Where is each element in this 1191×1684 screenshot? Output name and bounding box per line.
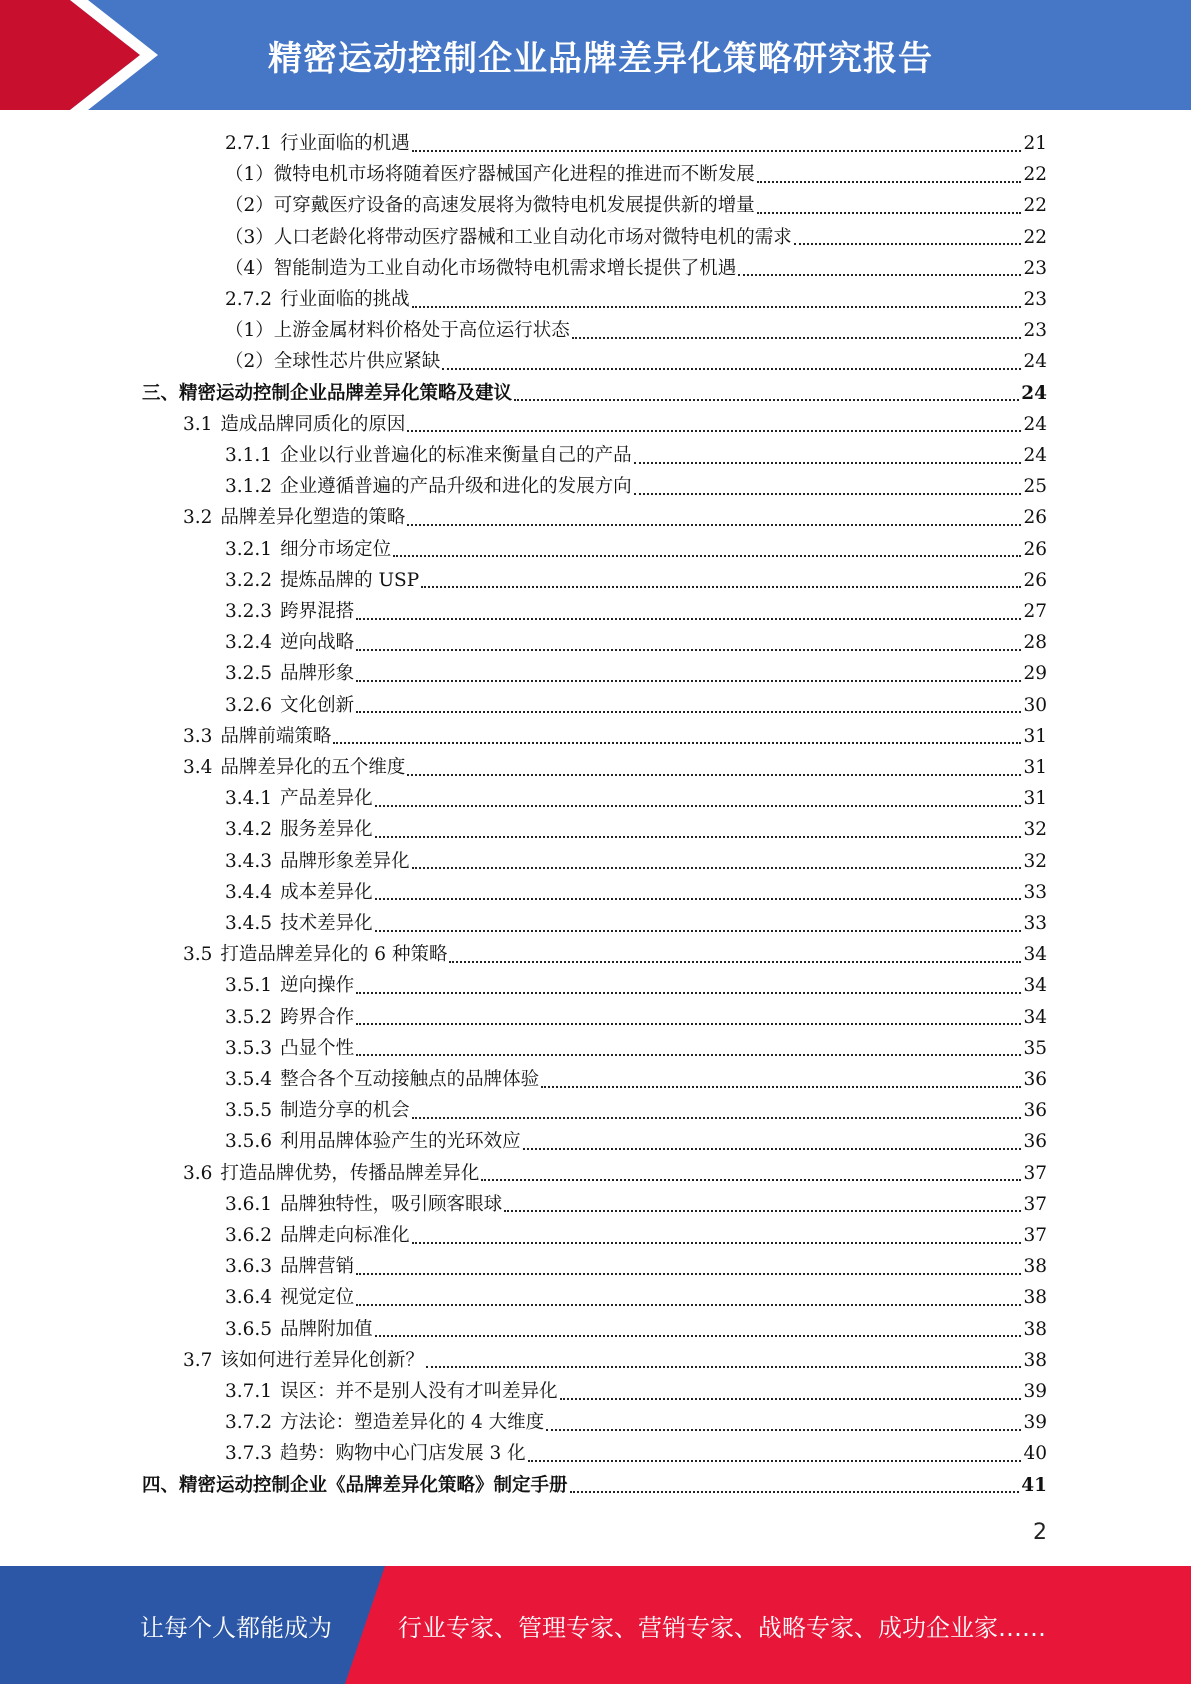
toc-entry-number: 2.7.1 (225, 133, 273, 154)
toc-entry[interactable] (225, 159, 1047, 190)
toc-entry-title: 品牌走向标准化 (280, 1225, 410, 1246)
toc-entry[interactable] (183, 752, 1047, 783)
toc-dot-leader (449, 961, 1021, 963)
toc-entry-page: 39 (1023, 1412, 1047, 1434)
toc-entry-page: 24 (1023, 351, 1047, 373)
toc-entry-title: （2）全球性芯片供应紧缺 (225, 351, 441, 373)
toc-entry[interactable] (225, 1376, 1047, 1407)
toc-entry[interactable] (225, 908, 1047, 939)
toc-dot-leader (356, 1304, 1021, 1306)
toc-entry-page: 31 (1023, 757, 1047, 778)
toc-entry[interactable] (183, 721, 1047, 752)
toc-dot-leader (375, 930, 1022, 932)
toc-entry-number: 3.6.2 (225, 1225, 273, 1246)
toc-entry-page: 23 (1023, 320, 1047, 342)
toc-dot-leader (634, 462, 1022, 464)
toc-entry-page: 40 (1023, 1443, 1047, 1465)
toc-entry-number: 3.4.5 (225, 913, 273, 934)
toc-entry-title: 品牌形象 (280, 663, 355, 685)
toc-entry-title: 成本差异化 (280, 881, 373, 903)
toc-entry-number: 3.7 (183, 1349, 213, 1371)
toc-entry-title: （2）可穿戴医疗设备的高速发展将为微特电机发展提供新的增量 (225, 195, 755, 217)
toc-entry-number: 3.2.1 (225, 538, 273, 560)
toc-entry-title: 跨界合作 (280, 1006, 355, 1028)
footer-band (0, 1566, 1191, 1684)
toc-entry-number: 3.1 (183, 413, 213, 435)
report-title: 精密运动控制企业品牌差异化策略研究报告 (268, 38, 933, 79)
toc-entry-page: 21 (1023, 133, 1047, 154)
toc-dot-leader (356, 1273, 1021, 1275)
toc-entry[interactable] (225, 1002, 1047, 1033)
toc-dot-leader (738, 274, 1021, 276)
toc-entry-title: 企业以行业普遍化的标准来衡量自己的产品 (280, 445, 632, 466)
toc-entry-page: 22 (1023, 195, 1047, 217)
toc-entry-number: 3.4.2 (225, 819, 273, 841)
toc-entry-title: 服务差异化 (280, 819, 373, 841)
toc-entry-page: 38 (1023, 1287, 1047, 1309)
toc-dot-leader (375, 836, 1022, 838)
toc-entry-page: 36 (1023, 1069, 1047, 1090)
toc-entry[interactable] (225, 346, 1047, 377)
toc-entry-title: 跨界混搭 (280, 601, 355, 622)
toc-dot-leader (412, 150, 1022, 152)
toc-entry[interactable] (225, 970, 1047, 1001)
toc-entry-page: 24 (1023, 445, 1047, 466)
toc-entry[interactable] (183, 939, 1047, 970)
toc-entry-page: 26 (1023, 538, 1047, 560)
toc-entry[interactable] (225, 315, 1047, 346)
toc-entry-page: 27 (1023, 601, 1047, 622)
toc-entry[interactable] (225, 1314, 1047, 1345)
toc-dot-leader (393, 555, 1021, 557)
toc-entry-number: 3.1.1 (225, 445, 273, 466)
toc-dot-leader (375, 805, 1022, 807)
toc-dot-leader (514, 399, 1019, 401)
toc-dot-leader (356, 649, 1021, 651)
toc-entry-title: 误区：并不是别人没有才叫差异化 (280, 1381, 558, 1402)
toc-entry-number: 3.7.3 (225, 1443, 273, 1465)
toc-entry-title: 打造品牌差异化的 6 种策略 (220, 944, 448, 966)
toc-dot-leader (375, 1335, 1022, 1337)
toc-entry-number: 3.2.3 (225, 601, 273, 622)
toc-entry-number: 3.5.2 (225, 1006, 273, 1028)
toc-dot-leader (412, 1117, 1022, 1119)
toc-entry[interactable] (225, 534, 1047, 565)
toc-dot-leader (375, 898, 1022, 900)
toc-dot-leader (426, 1366, 1022, 1368)
toc-dot-leader (504, 1210, 1021, 1212)
toc-entry-page: 25 (1023, 476, 1047, 498)
toc-entry-title: 企业遵循普遍的产品升级和进化的发展方向 (280, 476, 632, 498)
toc-entry[interactable] (225, 471, 1047, 502)
toc-entry-page: 31 (1023, 788, 1047, 810)
toc-entry-page: 31 (1023, 725, 1047, 747)
toc-entry[interactable] (183, 502, 1047, 533)
toc-entry-title: 整合各个互动接触点的品牌体验 (280, 1069, 540, 1090)
toc-dot-leader (356, 618, 1021, 620)
toc-entry-number: 3.5.3 (225, 1037, 273, 1059)
toc-entry[interactable] (225, 190, 1047, 221)
toc-entry[interactable] (225, 1407, 1047, 1438)
header-band (0, 0, 1191, 110)
toc-dot-leader (757, 212, 1022, 214)
toc-entry-title: 品牌前端策略 (220, 725, 332, 747)
toc-entry[interactable] (225, 1064, 1047, 1095)
toc-entry-page: 34 (1023, 944, 1047, 966)
toc-dot-leader (541, 1086, 1021, 1088)
toc-entry-number: 3.4 (183, 757, 213, 778)
toc-dot-leader (356, 711, 1021, 713)
toc-entry-title: 产品差异化 (280, 788, 373, 810)
toc-entry[interactable] (225, 440, 1047, 471)
toc-entry[interactable] (225, 658, 1047, 689)
toc-entry-title: 视觉定位 (280, 1287, 355, 1309)
toc-entry-title: 品牌营销 (280, 1256, 355, 1278)
toc-entry-number: 3.5.6 (225, 1131, 273, 1153)
header-chevron-decoration (0, 0, 160, 110)
toc-entry[interactable] (225, 1095, 1047, 1126)
toc-entry-title: 造成品牌同质化的原因 (220, 413, 406, 435)
toc-entry-title: 行业面临的挑战 (280, 289, 410, 310)
toc-entry[interactable] (225, 596, 1047, 627)
toc-entry-number: 3.6.1 (225, 1193, 273, 1215)
toc-entry-title: （3）人口老龄化将带动医疗器械和工业自动化市场对微特电机的需求 (225, 226, 792, 248)
toc-entry-page: 33 (1023, 913, 1047, 934)
toc-entry-number: 3.7.1 (225, 1381, 273, 1402)
toc-entry-page: 22 (1023, 226, 1047, 248)
toc-entry-page: 28 (1023, 632, 1047, 654)
toc-dot-leader (794, 243, 1022, 245)
toc-entry-title: 品牌差异化的五个维度 (220, 757, 406, 778)
toc-dot-leader (407, 524, 1021, 526)
toc-dot-leader (570, 1491, 1020, 1493)
toc-entry-title: 细分市场定位 (280, 538, 392, 560)
toc-entry-number: 3.4.1 (225, 788, 273, 810)
toc-entry-page: 23 (1023, 257, 1047, 279)
toc-entry[interactable] (225, 846, 1047, 877)
toc-entry[interactable] (225, 128, 1047, 159)
toc-entry-page: 39 (1023, 1381, 1047, 1402)
toc-dot-leader (442, 368, 1021, 370)
toc-dot-leader (356, 680, 1021, 682)
toc-entry[interactable] (142, 1470, 1047, 1501)
toc-entry-number: 3.2.5 (225, 663, 273, 685)
toc-dot-leader (421, 586, 1021, 588)
toc-entry[interactable] (225, 253, 1047, 284)
toc-dot-leader (356, 1054, 1021, 1056)
toc-entry-page: 38 (1023, 1256, 1047, 1278)
toc-entry-number: 3.6.5 (225, 1318, 273, 1340)
toc-entry-title: 该如何进行差异化创新？ (220, 1349, 424, 1371)
toc-entry-page: 23 (1023, 289, 1047, 310)
toc-dot-leader (356, 1023, 1021, 1025)
toc-entry-page: 30 (1023, 694, 1047, 716)
toc-entry[interactable] (225, 1251, 1047, 1282)
toc-entry-title: 三、精密运动控制企业品牌差异化策略及建议 (142, 382, 513, 404)
toc-entry[interactable] (183, 1345, 1047, 1376)
toc-entry[interactable] (225, 1220, 1047, 1251)
toc-entry-title: 品牌独特性，吸引顾客眼球 (280, 1193, 503, 1215)
toc-dot-leader (634, 493, 1022, 495)
toc-entry[interactable] (225, 222, 1047, 253)
toc-entry[interactable] (183, 409, 1047, 440)
toc-entry-page: 26 (1023, 569, 1047, 591)
toc-entry-page: 37 (1023, 1193, 1047, 1215)
toc-entry[interactable] (225, 627, 1047, 658)
toc-dot-leader (572, 337, 1022, 339)
toc-entry-number: 2.7.2 (225, 289, 273, 310)
toc-dot-leader (407, 430, 1021, 432)
toc-entry[interactable] (225, 565, 1047, 596)
toc-entry[interactable] (225, 1438, 1047, 1469)
toc-dot-leader (546, 1429, 1021, 1431)
toc-entry-title: 四、精密运动控制企业《品牌差异化策略》制定手册 (142, 1474, 568, 1496)
toc-entry-page: 41 (1021, 1474, 1047, 1496)
toc-dot-leader (412, 1242, 1022, 1244)
toc-dot-leader (412, 306, 1022, 308)
toc-entry-title: 制造分享的机会 (280, 1100, 410, 1122)
footer-slogan-left: 让每个人都能成为 (140, 1613, 332, 1642)
toc-entry-page: 32 (1023, 819, 1047, 841)
toc-entry-title: 品牌形象差异化 (280, 850, 410, 872)
toc-entry-number: 3.5.4 (225, 1069, 273, 1090)
toc-entry[interactable] (225, 1033, 1047, 1064)
toc-dot-leader (481, 1179, 1021, 1181)
toc-entry-title: 提炼品牌的 USP (280, 569, 420, 591)
toc-entry-title: 品牌附加值 (280, 1318, 373, 1340)
toc-entry-page: 35 (1023, 1037, 1047, 1059)
toc-entry-title: 打造品牌优势，传播品牌差异化 (220, 1162, 480, 1184)
toc-entry-page: 38 (1023, 1349, 1047, 1371)
toc-entry-title: 趋势：购物中心门店发展 3 化 (280, 1443, 526, 1465)
toc-entry-title: 利用品牌体验产生的光环效应 (280, 1131, 521, 1153)
toc-entry[interactable] (225, 814, 1047, 845)
toc-entry-title: 行业面临的机遇 (280, 133, 410, 154)
toc-dot-leader (560, 1398, 1022, 1400)
toc-entry-page: 22 (1023, 164, 1047, 186)
toc-entry-title: 方法论：塑造差异化的 4 大维度 (280, 1412, 545, 1434)
toc-entry-title: （1）上游金属材料价格处于高位运行状态 (225, 320, 570, 342)
toc-entry-number: 3.2.4 (225, 632, 273, 654)
page-number: 2 (1033, 1520, 1047, 1545)
toc-entry-page: 34 (1023, 975, 1047, 997)
toc-entry-page: 33 (1023, 881, 1047, 903)
toc-entry-page: 24 (1021, 382, 1047, 404)
toc-entry-page: 37 (1023, 1162, 1047, 1184)
toc-entry-number: 3.6 (183, 1162, 213, 1184)
toc-entry-title: 文化创新 (280, 694, 355, 716)
toc-entry-number: 3.4.3 (225, 850, 273, 872)
toc-entry[interactable] (225, 1282, 1047, 1313)
toc-entry-page: 26 (1023, 507, 1047, 529)
toc-entry-number: 3.7.2 (225, 1412, 273, 1434)
toc-entry-number: 3.1.2 (225, 476, 273, 498)
toc-entry-title: 逆向操作 (280, 975, 355, 997)
toc-entry-title: 凸显个性 (280, 1037, 355, 1059)
toc-entry-number: 3.5.1 (225, 975, 273, 997)
toc-dot-leader (757, 181, 1022, 183)
toc-entry-number: 3.2.2 (225, 569, 273, 591)
toc-entry-title: 逆向战略 (280, 632, 355, 654)
toc-entry-number: 3.5 (183, 944, 213, 966)
toc-dot-leader (407, 774, 1021, 776)
toc-entry-page: 36 (1023, 1100, 1047, 1122)
toc-entry-title: 技术差异化 (280, 913, 373, 934)
toc-entry-number: 3.2.6 (225, 694, 273, 716)
toc-entry-number: 3.6.3 (225, 1256, 273, 1278)
toc-entry-page: 38 (1023, 1318, 1047, 1340)
toc-entry[interactable] (183, 1158, 1047, 1189)
toc-dot-leader (333, 742, 1021, 744)
toc-entry-page: 34 (1023, 1006, 1047, 1028)
toc-entry-page: 29 (1023, 663, 1047, 685)
toc-entry-number: 3.3 (183, 725, 213, 747)
toc-dot-leader (356, 992, 1021, 994)
toc-entry-number: 3.6.4 (225, 1287, 273, 1309)
toc-entry-number: 3.5.5 (225, 1100, 273, 1122)
toc-entry-title: （4）智能制造为工业自动化市场微特电机需求增长提供了机遇 (225, 257, 737, 279)
toc-entry[interactable] (225, 1189, 1047, 1220)
toc-entry-page: 24 (1023, 413, 1047, 435)
toc-entry-page: 36 (1023, 1131, 1047, 1153)
toc-entry[interactable] (225, 783, 1047, 814)
toc-dot-leader (412, 867, 1022, 869)
toc-entry-page: 32 (1023, 850, 1047, 872)
toc-dot-leader (528, 1460, 1022, 1462)
toc-entry-number: 3.2 (183, 507, 213, 529)
toc-entry[interactable] (225, 690, 1047, 721)
footer-slogan-right: 行业专家、管理专家、营销专家、战略专家、成功企业家…… (398, 1613, 1046, 1642)
toc-dot-leader (523, 1148, 1022, 1150)
toc-entry-number: 3.4.4 (225, 881, 273, 903)
toc-entry-title: （1）微特电机市场将随着医疗器械国产化进程的推进而不断发展 (225, 164, 755, 186)
toc-entry[interactable] (225, 1126, 1047, 1157)
toc-entry-page: 37 (1023, 1225, 1047, 1246)
toc-entry[interactable] (142, 378, 1047, 409)
toc-entry-title: 品牌差异化塑造的策略 (220, 507, 406, 529)
toc-entry[interactable] (225, 284, 1047, 315)
toc-entry[interactable] (225, 877, 1047, 908)
